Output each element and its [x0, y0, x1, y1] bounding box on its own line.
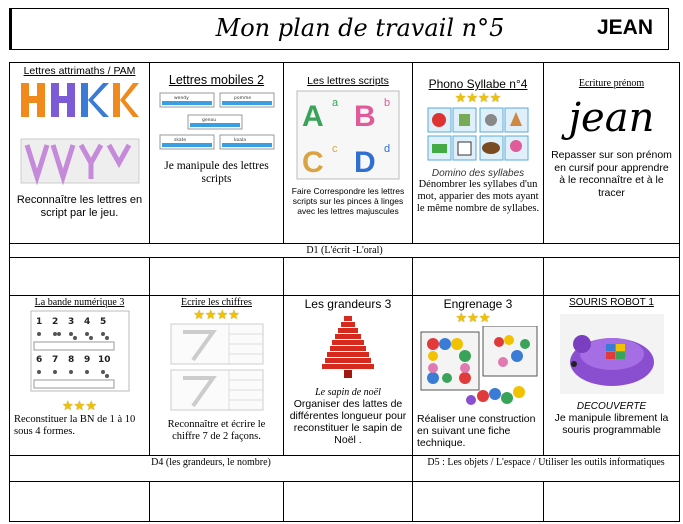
activity-cell[interactable]	[150, 63, 284, 244]
domain-band: D4 (les grandeurs, le nombre)	[10, 456, 413, 482]
script-letters-image	[296, 90, 400, 180]
number-label: 3	[67, 317, 74, 327]
domain-band: D1 (L'écrit -L'oral)	[10, 244, 680, 258]
empty-cell	[284, 258, 413, 296]
activity-cell[interactable]	[150, 296, 284, 456]
empty-cell	[413, 482, 544, 522]
work-plan-grid	[9, 62, 680, 522]
empty-cell	[150, 482, 284, 522]
difficulty-stars: ★★★★	[193, 307, 240, 322]
activity-subtitle: Le sapin de noël	[315, 387, 381, 398]
activity-title: Ecrire les chiffres	[181, 297, 252, 308]
activity-caption: Faire Correspondre les lettres scripts sur les pinces à linges avec les lettres majuscules	[291, 186, 405, 216]
activity-cell[interactable]	[10, 63, 150, 244]
word-label: pomme	[233, 96, 251, 101]
activity-cell[interactable]	[544, 296, 680, 456]
empty-cell	[10, 258, 150, 296]
activity-title: Ecriture prénom	[578, 78, 645, 89]
number-label: 1	[35, 317, 42, 327]
page-title: Mon plan de travail n°5	[215, 14, 505, 42]
attrimaths-letters-image	[17, 79, 143, 189]
number-label: 2	[51, 317, 58, 327]
letter-lower: c	[332, 143, 338, 155]
activity-title: Les grandeurs 3	[304, 297, 392, 311]
letter-upper: A	[302, 100, 324, 133]
mobile-letters-image	[158, 91, 276, 153]
empty-cell	[150, 258, 284, 296]
cursive-name: jean	[568, 95, 655, 141]
activity-title: Lettres attrimaths / PAM	[23, 65, 136, 77]
number-label: 8	[67, 355, 74, 365]
activity-caption: Réaliser une construction en suivant une fiche technique.	[417, 413, 536, 449]
word-label: genou	[201, 118, 216, 123]
activity-caption: Je manipule librement la souris programmable	[554, 412, 669, 436]
difficulty-stars: ★★★	[62, 398, 97, 413]
difficulty-stars: ★★★	[455, 310, 491, 325]
word-label: wendy	[173, 96, 189, 101]
empty-cell	[544, 258, 680, 296]
activity-title: Les lettres scripts	[307, 75, 389, 87]
number-label: 5	[99, 317, 106, 327]
activity-caption: Reconstituer la BN de 1 à 10 sous 4 formes.	[14, 414, 136, 437]
activity-title: Phono Syllabe n°4	[428, 77, 528, 91]
activity-caption: Organiser des lattes de différentes longueur pour reconstituer le sapin de Noël .	[289, 398, 407, 446]
domino-syllables-image	[426, 106, 530, 162]
activity-caption: Je manipule des lettres scripts	[164, 160, 269, 185]
domain-band: D5 : Les objets / L'espace / Utiliser les outils informatiques	[413, 456, 680, 482]
number-label: 6	[35, 355, 42, 365]
activity-title: Lettres mobiles 2	[168, 73, 265, 87]
activity-title: La bande numérique 3	[34, 297, 125, 308]
number-label: 4	[83, 317, 90, 327]
number-label: 9	[83, 355, 90, 365]
empty-cell	[10, 482, 150, 522]
number-label: 10	[97, 355, 111, 365]
number-strip-image	[30, 310, 130, 392]
letter-lower: a	[332, 97, 339, 109]
letter-upper: D	[354, 146, 376, 179]
letter-lower: b	[384, 97, 391, 109]
activity-cell[interactable]	[10, 296, 150, 456]
gears-construction-image	[419, 326, 539, 410]
activity-caption: Reconnaître et écrire le chiffre 7 de 2 façons.	[167, 419, 266, 442]
empty-cell	[413, 258, 544, 296]
activity-title: Engrenage 3	[443, 297, 513, 311]
robot-mouse-image	[560, 314, 664, 394]
letter-lower: d	[384, 143, 391, 155]
activity-cell[interactable]	[413, 63, 544, 244]
difficulty-stars: ★★★★	[454, 90, 502, 105]
word-label: koala	[233, 138, 246, 143]
activity-subtitle: DECOUVERTE	[576, 401, 647, 412]
word-label: skate	[173, 138, 186, 143]
empty-cell	[284, 482, 413, 522]
activity-caption: Reconnaître les lettres en script par le jeu.	[16, 194, 143, 219]
empty-cell	[544, 482, 680, 522]
activity-cell[interactable]	[413, 296, 544, 456]
activity-title: SOURIS ROBOT 1	[569, 297, 654, 308]
number-label: 7	[51, 355, 58, 365]
activity-cell[interactable]	[284, 63, 413, 244]
write-digits-image	[169, 322, 265, 412]
activity-caption: Dénombrer les syllabes d'un mot, apparier des mots ayant le même nombre de syllabes.	[416, 179, 540, 214]
activity-caption: Repasser sur son prénom en cursif pour apprendre à le reconnaître et à le tracer	[551, 149, 672, 199]
activity-subtitle: Domino des syllabes	[431, 168, 525, 179]
letter-upper: B	[354, 100, 376, 133]
student-name: JEAN	[596, 16, 654, 39]
activity-cell[interactable]	[544, 63, 680, 244]
letter-upper: C	[302, 146, 324, 179]
christmas-tree-image	[320, 314, 376, 380]
activity-cell[interactable]	[284, 296, 413, 456]
